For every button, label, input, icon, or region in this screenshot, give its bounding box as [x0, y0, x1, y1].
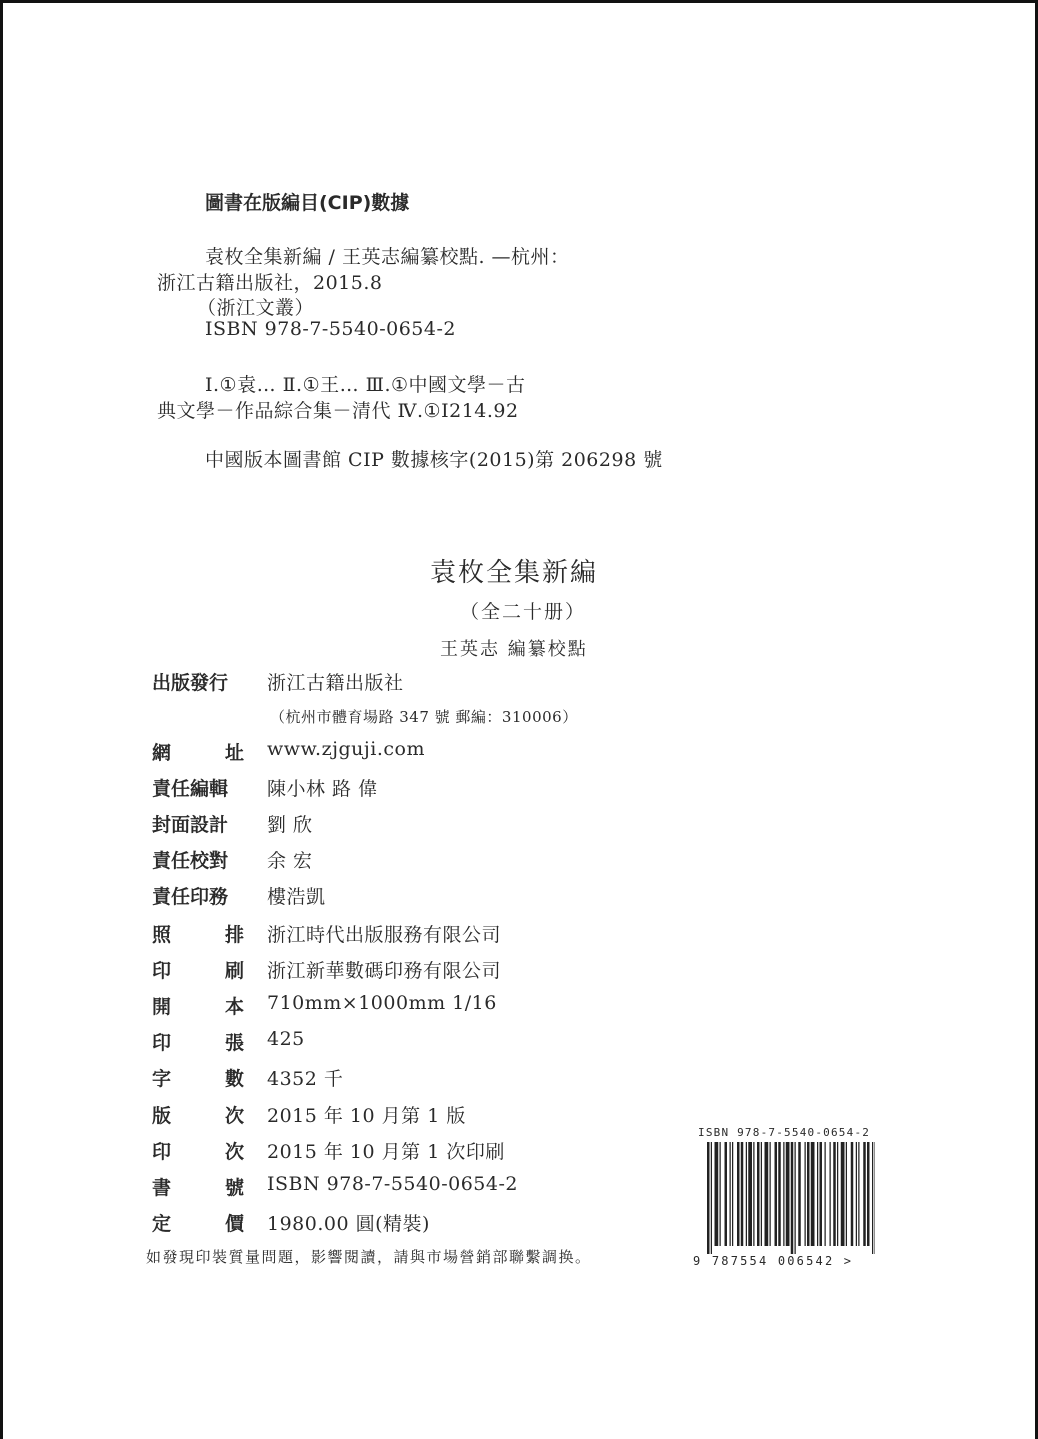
typeset-value: 浙江時代出版服務有限公司 [267, 924, 502, 946]
barcode-bar [856, 1142, 857, 1246]
proofreader-value: 余 宏 [267, 850, 313, 872]
barcode-bar [833, 1142, 836, 1246]
price-label: 定 價 [152, 1213, 244, 1235]
barcode-bar [730, 1142, 731, 1246]
sheets-value: 425 [267, 1028, 305, 1050]
editors-value: 陳小林 路 偉 [267, 778, 378, 800]
word-count-label: 字 數 [152, 1068, 244, 1090]
publisher-value: 浙江古籍出版社 [267, 672, 404, 694]
book-editor: 王英志 編纂校點 [440, 639, 588, 660]
word-count-value: 4352 千 [267, 1068, 344, 1090]
cip-line-isbn: ISBN 978-7-5540-0654-2 [205, 318, 456, 340]
barcode-bar [737, 1142, 740, 1246]
edition-value: 2015 年 10 月第 1 版 [267, 1105, 466, 1127]
isbn-value: ISBN 978-7-5540-0654-2 [267, 1173, 518, 1195]
publisher-label: 出版發行 [152, 672, 229, 694]
barcode-bar [837, 1142, 838, 1246]
barcode-bar [875, 1142, 876, 1254]
book-volumes: （全二十册） [460, 601, 587, 623]
cip-line-subjects-1: Ⅰ.①袁… Ⅱ.①王… Ⅲ.①中國文學－古 [205, 374, 526, 396]
barcode-bar [765, 1142, 769, 1246]
cip-line-subjects-2: 典文學－作品綜合集－清代 Ⅳ.①I214.92 [157, 400, 519, 422]
publisher-address: （杭州市體育場路 347 號 郵編：310006） [270, 708, 578, 726]
barcode-bar [741, 1142, 744, 1246]
barcode-bar [872, 1142, 873, 1254]
cip-line-record: 中國版本圖書館 CIP 數據核字(2015)第 206298 號 [205, 449, 663, 471]
barcode-bar [851, 1142, 854, 1246]
print-duty-value: 樓浩凱 [267, 886, 326, 908]
cip-line-title: 袁枚全集新編 / 王英志編纂校點. —杭州： [205, 246, 570, 268]
barcode-bar [825, 1142, 826, 1246]
barcode-bar [811, 1142, 815, 1246]
barcode-bar [711, 1142, 712, 1254]
barcode-bar [798, 1142, 801, 1246]
barcode-bar [753, 1142, 754, 1246]
scan-edge-left [0, 0, 3, 1439]
format-value: 710mm×1000mm 1/16 [267, 992, 497, 1014]
book-title: 袁枚全集新編 [430, 558, 599, 588]
format-label: 開 本 [152, 996, 244, 1018]
barcode-top-text: ISBN 978-7-5540-0654-2 [698, 1126, 871, 1139]
barcode-bar [830, 1142, 831, 1246]
barcode-bottom-text: 9 787554 006542 > [693, 1254, 854, 1268]
barcode-bar [791, 1142, 794, 1254]
barcode-bar [786, 1142, 790, 1246]
barcode-bar [805, 1142, 806, 1246]
barcode-bar [846, 1142, 847, 1246]
barcode-bar [863, 1142, 866, 1246]
barcode-bar [720, 1142, 721, 1246]
website-value: www.zjguji.com [267, 738, 425, 760]
cip-line-series: （浙江文叢） [197, 297, 315, 319]
printing-label: 印 刷 [152, 960, 244, 982]
print-duty-label: 責任印務 [152, 886, 229, 908]
barcode-bar [715, 1142, 719, 1246]
website-label: 網 址 [152, 742, 244, 764]
price-value: 1980.00 圓(精裝) [267, 1213, 430, 1235]
barcode-bar [807, 1142, 810, 1246]
edition-label: 版 次 [152, 1105, 244, 1127]
barcode-bar [795, 1142, 796, 1254]
barcode-bar [858, 1142, 859, 1246]
cip-line-publisher: 浙江古籍出版社，2015.8 [157, 272, 383, 294]
barcode-bar [820, 1142, 823, 1246]
barcode-bar [707, 1142, 710, 1254]
barcode-bar [770, 1142, 771, 1246]
barcode-bar [778, 1142, 781, 1246]
barcode-bar [783, 1142, 784, 1246]
impression-value: 2015 年 10 月第 1 次印刷 [267, 1141, 505, 1163]
barcode-bar [732, 1142, 733, 1246]
barcode-bar [841, 1142, 845, 1246]
barcode-bar [748, 1142, 752, 1246]
typeset-label: 照 排 [152, 924, 244, 946]
barcode-bar [867, 1142, 870, 1246]
barcode-bar [746, 1142, 747, 1246]
quality-notice: 如發現印裝質量問題，影響閱讀，請與市場營銷部聯繫調换。 [146, 1248, 592, 1266]
barcode-bar [775, 1142, 778, 1246]
printing-value: 浙江新華數碼印務有限公司 [267, 960, 502, 982]
barcode-bar [757, 1142, 760, 1246]
cip-heading: 圖書在版編目(CIP)數據 [205, 192, 410, 214]
barcode-bar [761, 1142, 762, 1246]
barcode-bar [817, 1142, 818, 1246]
proofreader-label: 責任校對 [152, 850, 229, 872]
scan-edge-top [0, 0, 1038, 3]
barcode-bar [725, 1142, 728, 1246]
editors-label: 責任編輯 [152, 778, 229, 800]
barcode-bars [707, 1142, 875, 1254]
isbn-label: 書 號 [152, 1177, 244, 1199]
cover-design-value: 劉 欣 [267, 814, 313, 836]
cover-design-label: 封面設計 [152, 814, 229, 836]
isbn-barcode [693, 1126, 888, 1272]
sheets-label: 印 張 [152, 1032, 244, 1054]
impression-label: 印 次 [152, 1141, 244, 1163]
